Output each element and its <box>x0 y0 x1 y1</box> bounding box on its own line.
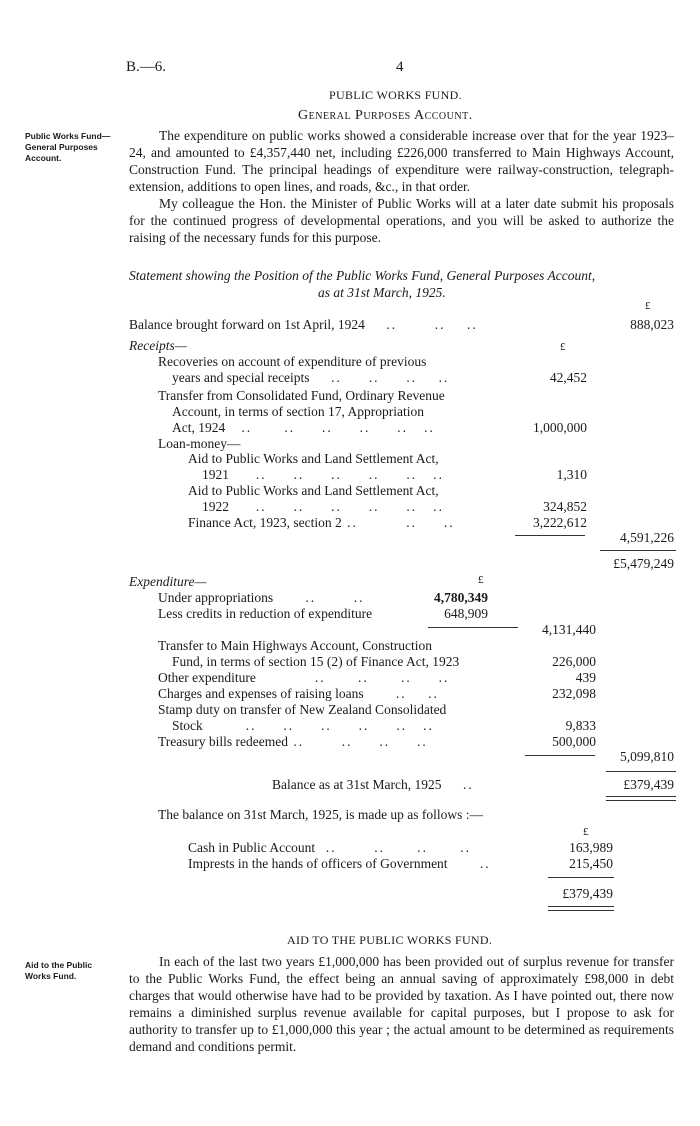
stamp-duty-line2: Stock .. .. .. .. .. .. <box>172 718 434 733</box>
expenditure-list-rule <box>525 755 595 756</box>
currency-symbol-exp: £ <box>478 574 484 586</box>
imprests-amount: 215,450 <box>569 856 613 871</box>
imprests-label: Imprests in the hands of officers of Government .. <box>188 856 491 871</box>
intro-text <box>129 127 674 246</box>
treasury-bills-label: Treasury bills redeemed .. .. .. .. <box>158 734 428 749</box>
page-number: 4 <box>396 59 404 75</box>
charges-label: Charges and expenses of raising loans .. .. <box>158 686 439 701</box>
expenditure-subtotal-rule <box>428 627 518 628</box>
transfer-line1: Transfer from Consolidated Fund, Ordinary Revenue <box>158 388 445 403</box>
intro-paragraph: My colleague the Hon. the Minister of Public Works will at a later date submit his proposals for the continued progress of developmental operations, and you will be asked to authorize the raising of the necessary funds for this purpose. <box>129 196 674 245</box>
finance-act-label: Finance Act, 1923, section 2 .. .. .. <box>188 515 455 530</box>
receipts-total: 4,591,226 <box>620 530 674 545</box>
aid-1921-line2: 1921 .. .. .. .. .. .. <box>202 467 444 482</box>
less-credits-label: Less credits in reduction of expenditure <box>158 606 373 621</box>
aid-1922-line1: Aid to Public Works and Land Settlement Act, <box>188 483 439 498</box>
intro-paragraph: The expenditure on public works showed a considerable increase over that for the year 1923–24, and amounted to £4,357,440 net, including £226,000 transferred to Main Highways Account, Construction Fund. The principal headings of expenditure were railway-construction, telegraph-extension, additions to open lines, and roads, &c., in that order. <box>129 128 674 194</box>
aid-text <box>129 953 674 1055</box>
cash-amount: 163,989 <box>569 840 613 855</box>
balance-forward-label: Balance brought forward on 1st April, 1924 .. .. .. <box>129 317 478 332</box>
expenditure-net: 4,131,440 <box>542 622 596 637</box>
aid-1922-amount: 324,852 <box>543 499 587 514</box>
under-appropriations-label: Under appropriations .. .. <box>158 590 365 605</box>
finance-act-amount: 3,222,612 <box>533 515 587 530</box>
balance-forward-amount: 888,023 <box>630 317 674 332</box>
aid-1921-amount: 1,310 <box>556 467 587 482</box>
grand-total: £5,479,249 <box>613 556 674 571</box>
recoveries-amount: 42,452 <box>549 370 587 385</box>
loan-money-heading: Loan-money— <box>158 436 241 451</box>
stamp-duty-line1: Stamp duty on transfer of New Zealand Consolidated <box>158 702 447 717</box>
transfer-line2: Account, in terms of section 17, Appropriation <box>172 404 424 419</box>
under-appropriations-amount: 4,780,349 <box>434 590 488 605</box>
statement-date: as at 31st March, 1925. <box>318 285 446 300</box>
aid-1922-line2: 1922 .. .. .. .. .. .. <box>202 499 444 514</box>
closing-balance-label: Balance as at 31st March, 1925 .. <box>272 777 474 792</box>
currency-symbol-made: £ <box>583 826 589 838</box>
transfer-line3: Act, 1924 .. .. .. .. .. .. <box>172 420 435 435</box>
expenditure-heading: Expenditure— <box>129 574 207 589</box>
document-reference: B.—6. <box>126 59 167 75</box>
other-expenditure-label: Other expenditure .. .. .. .. <box>158 670 450 685</box>
closing-balance-amount: £379,439 <box>623 777 674 792</box>
receipts-heading: Receipts— <box>129 338 187 353</box>
section-title: PUBLIC WORKS FUND. <box>329 88 462 102</box>
transfer-amount: 1,000,000 <box>533 420 587 435</box>
made-up-double-rule <box>548 906 614 911</box>
less-credits-amount: 648,909 <box>444 606 488 621</box>
statement-title: Statement showing the Position of the Public Works Fund, General Purposes Account, <box>129 268 596 283</box>
closing-top-rule <box>606 771 676 772</box>
charges-amount: 232,098 <box>552 686 596 701</box>
currency-symbol: £ <box>645 300 651 312</box>
transfer-highways-amount: 226,000 <box>552 654 596 669</box>
transfer-highways-line1: Transfer to Main Highways Account, Construction <box>158 638 432 653</box>
treasury-bills-amount: 500,000 <box>552 734 596 749</box>
expenditure-total: 5,099,810 <box>620 749 674 764</box>
cash-label: Cash in Public Account .. .. .. .. <box>188 840 471 855</box>
side-note-public-works: Public Works Fund— General Purposes Account. <box>25 131 111 163</box>
subsection-title: General Purposes Account. <box>298 108 473 123</box>
aid-paragraph: In each of the last two years £1,000,000 has been provided out of surplus revenue for transfer to the Public Works Fund, the effect being an annual saving of approximately £98,000 in debt charges that would otherwise have had to be provided by taxation. As I have pointed out, there now remains a diminished surplus revenue available for capital purposes, but I propose to ask for authority to transfer up to £1,000,000 this year ; the actual amount to be determined as requirements demand and conditions permit. <box>129 954 674 1054</box>
recoveries-line1: Recoveries on account of expenditure of previous <box>158 354 427 369</box>
closing-double-rule <box>606 796 676 801</box>
grand-total-rule <box>600 550 676 551</box>
made-up-total: £379,439 <box>562 886 613 901</box>
made-up-intro: The balance on 31st March, 1925, is made up as follows :— <box>158 807 484 822</box>
transfer-highways-line2: Fund, in terms of section 15 (2) of Finance Act, 1923 <box>172 654 460 669</box>
receipts-subtotal-rule <box>515 535 585 536</box>
other-expenditure-amount: 439 <box>575 670 596 685</box>
aid-1921-line1: Aid to Public Works and Land Settlement Act, <box>188 451 439 466</box>
made-up-rule <box>548 877 614 878</box>
side-note-aid: Aid to the Public Works Fund. <box>25 960 93 981</box>
stamp-duty-amount: 9,833 <box>565 718 596 733</box>
currency-symbol-col: £ <box>560 341 566 353</box>
recoveries-line2: years and special receipts .. .. .. .. <box>172 370 450 385</box>
aid-section-title: AID TO THE PUBLIC WORKS FUND. <box>287 933 493 947</box>
